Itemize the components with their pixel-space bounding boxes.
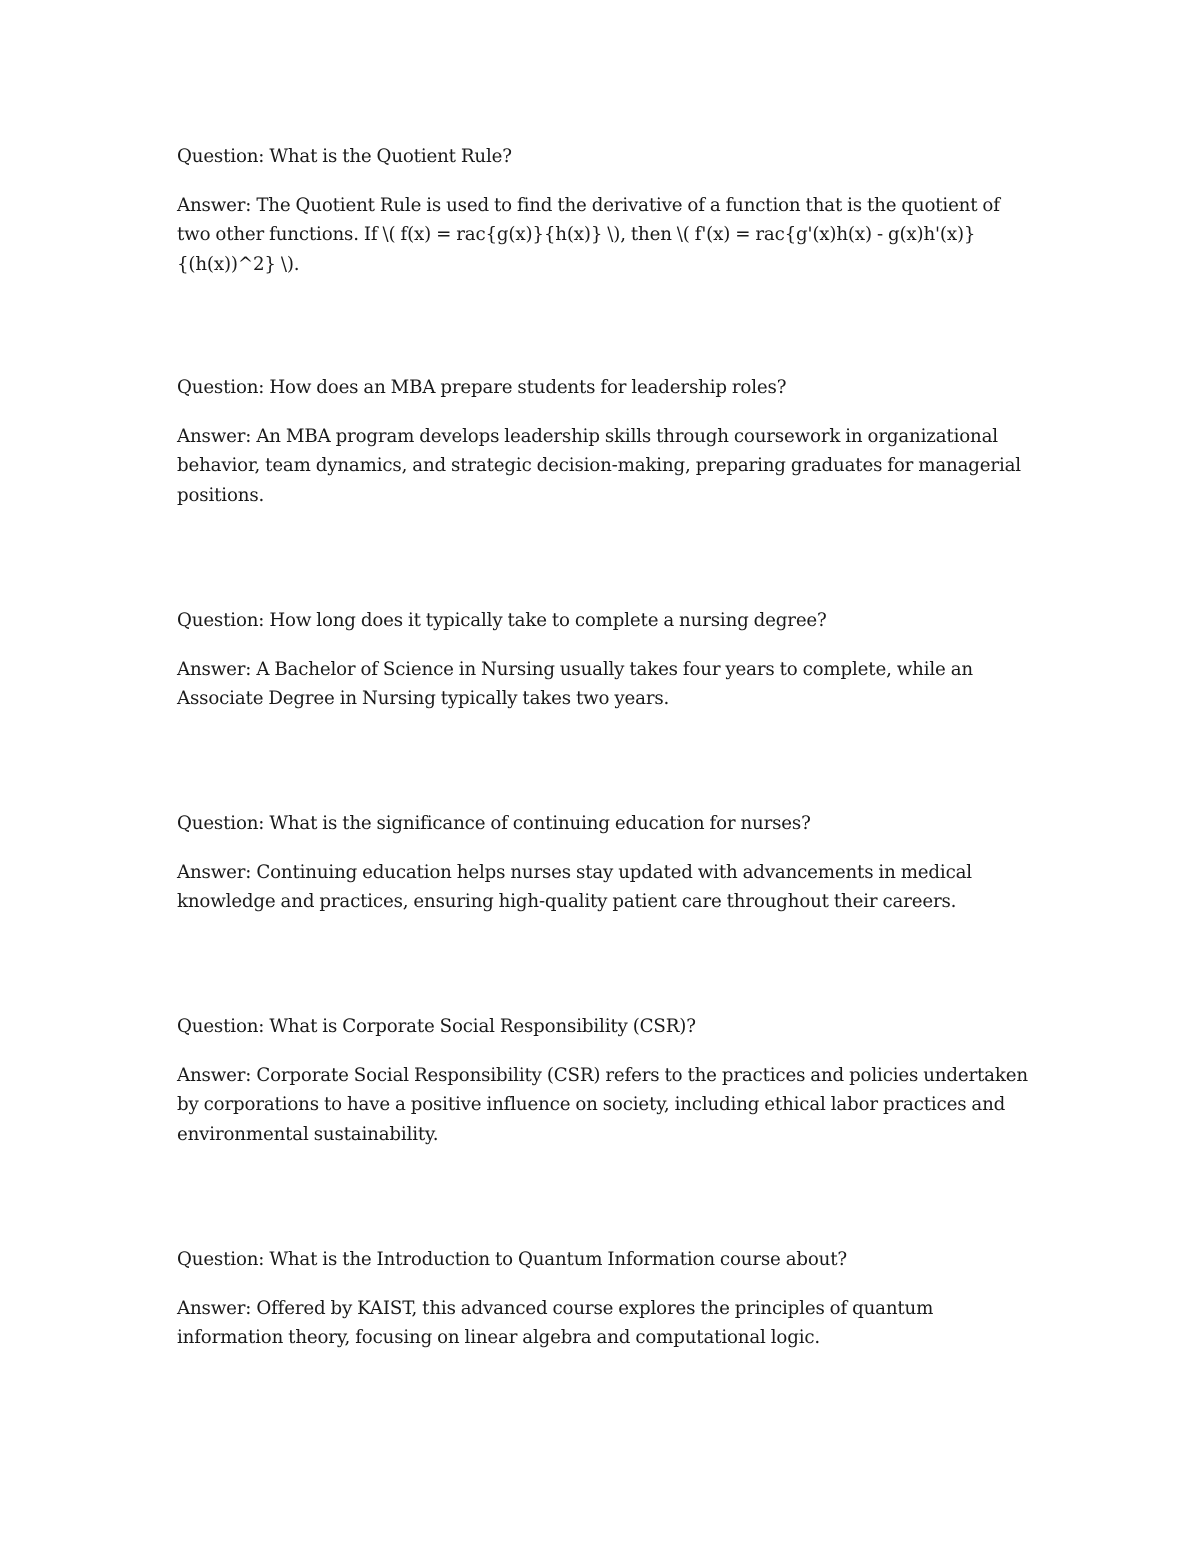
question-text: Question: What is Corporate Social Responsibility (CSR)? bbox=[177, 1016, 696, 1037]
answer-text: Answer: Continuing education helps nurses stay updated with advancements in medical knowledge and practices, ensuring high-quality patient care throughout their careers. bbox=[177, 861, 972, 912]
question-text: Question: How long does it typically take to complete a nursing degree? bbox=[177, 610, 827, 631]
answer-text: Answer: Corporate Social Responsibility (CSR) refers to the practices and policies undertaken by corporations to have a positive influence on society, including ethical labor practices and environmental sustainability. bbox=[177, 1064, 1028, 1145]
question-text: Question: What is the significance of continuing education for nurses? bbox=[177, 813, 811, 834]
answer-text: Answer: An MBA program develops leadership skills through coursework in organizational behavior, team dynamics, and strategic decision-making, preparing graduates for managerial positions. bbox=[177, 425, 1021, 506]
answer-text: Answer: A Bachelor of Science in Nursing usually takes four years to complete, while an Associate Degree in Nursing typically takes two years. bbox=[177, 658, 973, 709]
qa-block bbox=[177, 1245, 1037, 1353]
question-text: Question: How does an MBA prepare students for leadership roles? bbox=[177, 377, 787, 398]
qa-block bbox=[177, 1012, 1037, 1149]
qa-block bbox=[177, 373, 1037, 510]
qa-block bbox=[177, 606, 1037, 714]
answer-text: Answer: Offered by KAIST, this advanced course explores the principles of quantum information theory, focusing on linear algebra and computational logic. bbox=[177, 1297, 934, 1348]
qa-block bbox=[177, 809, 1037, 917]
question-text: Question: What is the Introduction to Quantum Information course about? bbox=[177, 1249, 848, 1270]
answer-text: Answer: The Quotient Rule is used to find the derivative of a function that is the quotient of two other functions. If \( f(x) = rac{g(x)}{h(x)} \), then \( f'(x) = rac{g'(x)h(x) - g(x)h'(x)}{(h(x))^2} \). bbox=[177, 194, 1000, 275]
qa-block bbox=[177, 142, 1037, 279]
question-text: Question: What is the Quotient Rule? bbox=[177, 146, 512, 167]
